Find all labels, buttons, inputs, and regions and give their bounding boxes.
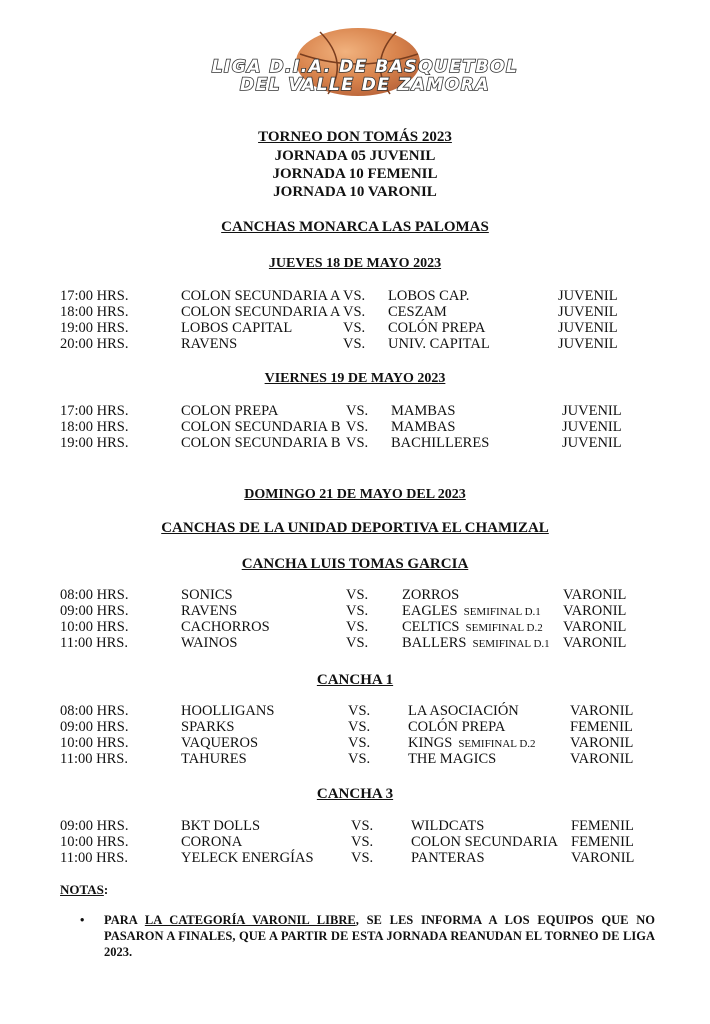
note-text-after: , SE LES INFORMA A LOS EQUIPOS QUE NO PASARON A FINALES, QUE A PARTIR DE ESTA JORNADA REANUDAN EL TORNEO DE LIGA 2023. [104, 913, 655, 959]
away-team: WILDCATS [411, 818, 485, 834]
game-row [0, 719, 710, 735]
game-category: VARONIL [563, 603, 627, 619]
game-time: 09:00 HRS. [60, 719, 129, 735]
tournament-title: TORNEO DON TOMÁS 2023 [258, 129, 452, 145]
vs-label: VS. [343, 304, 366, 320]
home-team: COLON SECUNDARIA B [181, 435, 341, 451]
game-row [0, 703, 710, 719]
jornada-femenil: JORNADA 10 FEMENIL [272, 166, 438, 182]
home-team: WAINOS [181, 635, 238, 651]
home-team: CACHORROS [181, 619, 270, 635]
away-team: COLÓN PREPA [388, 320, 486, 336]
schedule-court-3 [0, 818, 710, 866]
logo-text-line1: LIGA D.I.A. DE BASQUETBOL [211, 57, 519, 77]
game-time: 17:00 HRS. [60, 288, 129, 304]
notes-colon: : [103, 882, 109, 897]
game-category: FEMENIL [570, 719, 633, 735]
schedule-thursday [0, 288, 710, 352]
game-row [0, 619, 710, 635]
away-team: KINGS SEMIFINAL D.2 [408, 735, 536, 751]
vs-label: VS. [351, 834, 374, 850]
game-time: 10:00 HRS. [60, 834, 129, 850]
vs-label: VS. [348, 703, 371, 719]
game-category: VARONIL [571, 850, 635, 866]
game-row [0, 336, 710, 352]
home-team: COLON PREPA [181, 403, 279, 419]
game-row [0, 818, 710, 834]
game-category: VARONIL [563, 587, 627, 603]
away-team: COLÓN PREPA [408, 719, 506, 735]
game-time: 18:00 HRS. [60, 419, 129, 435]
away-team: BACHILLERES [391, 435, 490, 451]
vs-label: VS. [346, 435, 369, 451]
game-row [0, 320, 710, 336]
vs-label: VS. [346, 603, 369, 619]
game-row [0, 603, 710, 619]
away-team: THE MAGICS [408, 751, 497, 767]
away-team: BALLERS SEMIFINAL D.1 [402, 635, 550, 651]
semifinal-note: SEMIFINAL D.2 [465, 622, 543, 634]
home-team: HOOLLIGANS [181, 703, 275, 719]
jornada-juvenil: JORNADA 05 JUVENIL [274, 148, 436, 164]
semifinal-note: SEMIFINAL D.1 [463, 606, 541, 618]
game-category: VARONIL [563, 619, 627, 635]
vs-label: VS. [343, 288, 366, 304]
game-category: JUVENIL [562, 403, 622, 419]
vs-label: VS. [346, 635, 369, 651]
game-row [0, 419, 710, 435]
home-team: CORONA [181, 834, 243, 850]
semifinal-note: SEMIFINAL D.1 [472, 638, 550, 650]
away-team: LOBOS CAP. [388, 288, 470, 304]
game-time: 09:00 HRS. [60, 603, 129, 619]
league-logo [200, 24, 530, 104]
game-row [0, 587, 710, 603]
game-time: 10:00 HRS. [60, 735, 129, 751]
vs-label: VS. [348, 735, 371, 751]
day-friday-title: VIERNES 19 DE MAYO 2023 [264, 371, 446, 386]
game-time: 19:00 HRS. [60, 320, 129, 336]
home-team: SONICS [181, 587, 233, 603]
game-time: 08:00 HRS. [60, 703, 129, 719]
home-team: RAVENS [181, 603, 238, 619]
semifinal-note: SEMIFINAL D.2 [458, 738, 536, 750]
court-3-title: CANCHA 3 [316, 786, 394, 802]
away-team: LA ASOCIACIÓN [408, 703, 519, 719]
game-row [0, 735, 710, 751]
game-category: VARONIL [570, 735, 634, 751]
home-team: YELECK ENERGÍAS [181, 850, 314, 866]
game-row [0, 834, 710, 850]
court-luis-tomas-garcia-title: CANCHA LUIS TOMAS GARCIA [241, 556, 469, 572]
game-time: 11:00 HRS. [60, 751, 128, 767]
jornada-varonil: JORNADA 10 VARONIL [273, 184, 437, 200]
game-row [0, 850, 710, 866]
game-category: JUVENIL [562, 435, 622, 451]
venue-chamizal-title: CANCHAS DE LA UNIDAD DEPORTIVA EL CHAMIZAL [161, 520, 549, 536]
game-category: FEMENIL [571, 818, 634, 834]
away-team: CESZAM [388, 304, 447, 320]
vs-label: VS. [346, 619, 369, 635]
game-category: JUVENIL [558, 336, 618, 352]
home-team: TAHURES [181, 751, 247, 767]
game-category: FEMENIL [571, 834, 634, 850]
notes-label: NOTAS [60, 882, 104, 897]
court-1-title: CANCHA 1 [316, 672, 394, 688]
game-time: 11:00 HRS. [60, 850, 128, 866]
home-team: VAQUEROS [181, 735, 259, 751]
game-time: 09:00 HRS. [60, 818, 129, 834]
day-sunday-title: DOMINGO 21 DE MAYO DEL 2023 [244, 487, 466, 502]
game-row [0, 288, 710, 304]
vs-label: VS. [343, 336, 366, 352]
game-row [0, 304, 710, 320]
game-row [0, 435, 710, 451]
home-team: RAVENS [181, 336, 238, 352]
schedule-friday [0, 403, 710, 451]
game-time: 20:00 HRS. [60, 336, 129, 352]
game-time: 11:00 HRS. [60, 635, 128, 651]
away-team: UNIV. CAPITAL [388, 336, 490, 352]
home-team: BKT DOLLS [181, 818, 261, 834]
vs-label: VS. [351, 850, 374, 866]
game-row [0, 403, 710, 419]
vs-label: VS. [348, 751, 371, 767]
game-category: JUVENIL [558, 320, 618, 336]
bullet-icon: • [80, 913, 85, 927]
away-team: COLON SECUNDARIA [411, 834, 559, 850]
away-team: MAMBAS [391, 403, 456, 419]
basketball-logo-graphic [200, 24, 530, 104]
game-category: VARONIL [570, 751, 634, 767]
game-category: VARONIL [570, 703, 634, 719]
game-category: JUVENIL [558, 288, 618, 304]
game-time: 18:00 HRS. [60, 304, 129, 320]
game-time: 08:00 HRS. [60, 587, 129, 603]
game-row [0, 635, 710, 651]
venue-monarca-title: CANCHAS MONARCA LAS PALOMAS [221, 219, 489, 235]
note-item [80, 912, 655, 960]
away-team: MAMBAS [391, 419, 456, 435]
note-text-before: PARA [104, 913, 145, 927]
note-text [104, 912, 655, 960]
away-team: EAGLES SEMIFINAL D.1 [402, 603, 541, 619]
away-team: ZORROS [402, 587, 460, 603]
vs-label: VS. [346, 419, 369, 435]
vs-label: VS. [351, 818, 374, 834]
home-team: SPARKS [181, 719, 235, 735]
away-team: CELTICS SEMIFINAL D.2 [402, 619, 543, 635]
game-row [0, 751, 710, 767]
note-text-underlined: LA CATEGORÍA VARONIL LIBRE [144, 913, 356, 927]
game-time: 17:00 HRS. [60, 403, 129, 419]
away-team: PANTERAS [411, 850, 485, 866]
vs-label: VS. [346, 403, 369, 419]
notes-title [60, 882, 108, 898]
game-time: 19:00 HRS. [60, 435, 129, 451]
logo-text-line2: DEL VALLE DE ZAMORA [239, 75, 491, 95]
home-team: COLON SECUNDARIA A [181, 304, 341, 320]
schedule-court-1 [0, 703, 710, 767]
game-category: JUVENIL [562, 419, 622, 435]
vs-label: VS. [346, 587, 369, 603]
home-team: COLON SECUNDARIA B [181, 419, 341, 435]
home-team: LOBOS CAPITAL [181, 320, 293, 336]
game-category: VARONIL [563, 635, 627, 651]
vs-label: VS. [348, 719, 371, 735]
game-time: 10:00 HRS. [60, 619, 129, 635]
vs-label: VS. [343, 320, 366, 336]
game-category: JUVENIL [558, 304, 618, 320]
schedule-court-luis-tomas-garcia [0, 587, 710, 651]
day-thursday-title: JUEVES 18 DE MAYO 2023 [268, 256, 442, 271]
home-team: COLON SECUNDARIA A [181, 288, 341, 304]
